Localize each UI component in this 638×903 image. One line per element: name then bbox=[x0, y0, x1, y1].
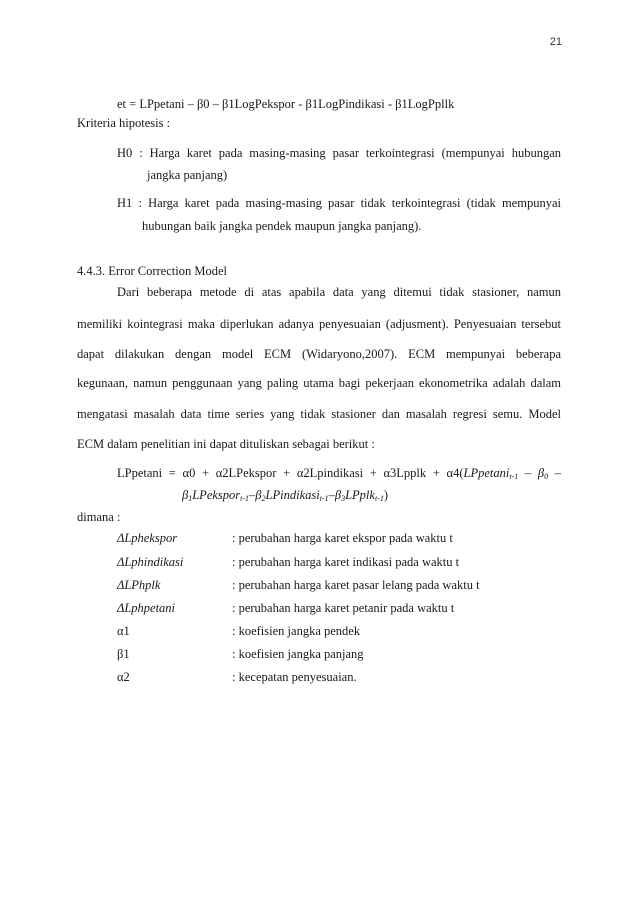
definition-term: α1 bbox=[117, 624, 130, 638]
hypothesis-h1-line2: hubungan baik jangka pendek maupun jangka panjang). bbox=[142, 219, 422, 233]
definition-description: : perubahan harga karet indikasi pada waktu t bbox=[232, 555, 460, 569]
residual-equation: et = LPpetani – β0 – β1LogPekspor - β1LogPindikasi - β1LogPpllk bbox=[117, 97, 455, 111]
ecm-line1-tail: – β bbox=[518, 466, 545, 480]
ecm-line1-tail-sub: 0 bbox=[544, 472, 549, 481]
ecm-line2-part: LPplk bbox=[345, 488, 375, 502]
page-number: 21 bbox=[549, 36, 562, 48]
paragraph-line-3: dapat dilakukan dengan model ECM (Widaryono,2007). ECM mempunyai beberapa bbox=[77, 347, 561, 361]
definition-term: β1 bbox=[117, 647, 130, 661]
ecm-line1-italic: LPpetani bbox=[463, 466, 510, 480]
ecm-line2-part: t-1 bbox=[319, 494, 329, 503]
ecm-line2-part: ) bbox=[383, 488, 388, 502]
ecm-equation-line1 bbox=[117, 465, 561, 485]
paragraph-line-4: kegunaan, namun penggunaan yang paling utama bagi pekerjaan ekonometrika adalah dalam bbox=[77, 376, 561, 390]
definition-term: ΔLPhplk bbox=[117, 578, 161, 592]
ecm-line2-part: 3 bbox=[341, 494, 346, 503]
definition-description: : koefisien jangka pendek bbox=[232, 624, 361, 638]
ecm-equation-line2 bbox=[182, 487, 388, 507]
paragraph-line-1: Dari beberapa metode di atas apabila data yang ditemui tidak stasioner, namun bbox=[117, 285, 561, 299]
ecm-line2-part: –β bbox=[328, 488, 342, 502]
ecm-line2-part: t-1 bbox=[240, 494, 250, 503]
ecm-line2-part: β bbox=[182, 488, 189, 502]
definition-description: : perubahan harga karet petanir pada waktu t bbox=[232, 601, 455, 615]
hypothesis-h1-line1: H1 : Harga karet pada masing-masing pasar tidak terkointegrasi (tidak mempunyai bbox=[117, 196, 561, 210]
criteria-label: Kriteria hipotesis : bbox=[77, 116, 171, 130]
hypothesis-h0-line1: H0 : Harga karet pada masing-masing pasar terkointegrasi (mempunyai hubungan bbox=[117, 146, 561, 160]
ecm-line2-part: LPekspor bbox=[192, 488, 241, 502]
definition-term: ΔLphindikasi bbox=[117, 555, 184, 569]
ecm-line1-end: – bbox=[548, 466, 562, 480]
definition-description: : perubahan harga karet pasar lelang pada waktu t bbox=[232, 578, 480, 592]
definition-description: : perubahan harga karet ekspor pada waktu t bbox=[232, 531, 453, 545]
definition-description: : kecepatan penyesuaian. bbox=[232, 670, 357, 684]
ecm-line2-part: 1 bbox=[188, 494, 193, 503]
dimana-label: dimana : bbox=[77, 510, 121, 524]
definition-term: α2 bbox=[117, 670, 130, 684]
definition-term: ΔLphpetani bbox=[117, 601, 176, 615]
ecm-line1-plain: LPpetani = α0 + α2LPekspor + α2Lpindikasi + α3Lpplk + α4( bbox=[117, 466, 464, 480]
ecm-line2-part: t-1 bbox=[374, 494, 384, 503]
hypothesis-h0-line2: jangka panjang) bbox=[147, 168, 228, 182]
ecm-line2-part: 2 bbox=[261, 494, 266, 503]
paragraph-line-6: ECM dalam penelitian ini dapat dituliskan sebagai berikut : bbox=[77, 437, 375, 451]
ecm-line2-part: LPindikasi bbox=[265, 488, 320, 502]
ecm-line1-sub: t-1 bbox=[509, 472, 519, 481]
paragraph-line-5: mengatasi masalah data time series yang tidak stasioner dan masalah regresi semu. Model bbox=[77, 407, 561, 421]
paragraph-line-2: memiliki kointegrasi maka diperlukan adanya penyesuaian (adjusment). Penyesuaian tersebut bbox=[77, 317, 561, 331]
section-heading: 4.4.3. Error Correction Model bbox=[77, 264, 227, 278]
ecm-line2-part: –β bbox=[249, 488, 262, 502]
definition-description: : koefisien jangka panjang bbox=[232, 647, 364, 661]
definition-term: ΔLphekspor bbox=[117, 531, 178, 545]
